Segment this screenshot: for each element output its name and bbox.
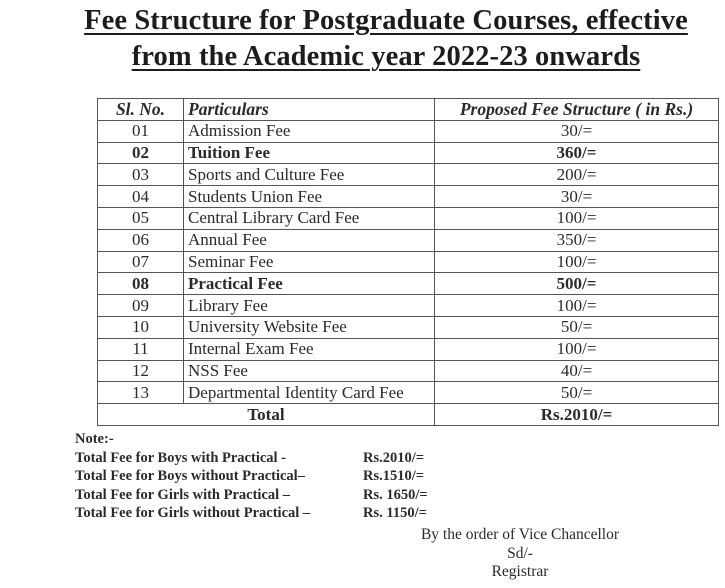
table-row [98, 229, 719, 251]
row-sl-no: 03 [98, 164, 184, 186]
table-row [98, 186, 719, 208]
row-particular: University Website Fee [184, 316, 435, 338]
title-text-2: from the Academic year 2022-23 onwards [131, 41, 641, 72]
row-sl-no: 02 [98, 142, 184, 164]
table-row [98, 382, 719, 404]
row-particular: Annual Fee [184, 229, 435, 251]
table-row [98, 207, 719, 229]
row-particular: Departmental Identity Card Fee [184, 382, 435, 404]
row-particular: Tuition Fee [184, 142, 435, 164]
signature-sd-line: Sd/- [507, 544, 533, 562]
row-particular: Seminar Fee [184, 251, 435, 273]
row-fee-amount: 100/= [435, 295, 719, 317]
document-title-line-2 [46, 40, 725, 74]
table-row [98, 273, 719, 295]
row-sl-no: 07 [98, 251, 184, 273]
row-sl-no: 13 [98, 382, 184, 404]
fee-structure-table [97, 98, 719, 426]
fee-rows [98, 120, 719, 403]
row-sl-no: 09 [98, 295, 184, 317]
row-particular: Central Library Card Fee [184, 207, 435, 229]
row-particular: Students Union Fee [184, 186, 435, 208]
row-fee-amount: 100/= [435, 207, 719, 229]
row-particular: Admission Fee [184, 120, 435, 142]
row-sl-no: 05 [98, 207, 184, 229]
row-sl-no: 10 [98, 316, 184, 338]
note-item [75, 504, 428, 523]
note-item-amount: Rs.1510/= [363, 468, 425, 484]
table-row [98, 142, 719, 164]
total-row [98, 404, 719, 426]
row-fee-amount: 350/= [435, 229, 719, 251]
row-fee-amount: 100/= [435, 251, 719, 273]
total-value: Rs.2010/= [435, 404, 719, 426]
row-sl-no: 11 [98, 338, 184, 360]
table-header-row [98, 99, 719, 121]
row-sl-no: 12 [98, 360, 184, 382]
note-item-label: Total Fee for Boys without Practical– [75, 468, 305, 484]
note-item [75, 449, 428, 468]
row-particular: Library Fee [184, 295, 435, 317]
note-item-amount: Rs. 1650/= [363, 486, 428, 503]
note-item [75, 486, 428, 505]
row-particular: Internal Exam Fee [184, 338, 435, 360]
note-items [75, 449, 428, 523]
total-label: Total [98, 404, 435, 426]
note-item-label: Total Fee for Girls without Practical – [75, 505, 311, 521]
table-row [98, 316, 719, 338]
row-fee-amount: 500/= [435, 273, 719, 295]
row-sl-no: 01 [98, 120, 184, 142]
row-fee-amount: 30/= [435, 120, 719, 142]
row-fee-amount: 30/= [435, 186, 719, 208]
row-particular: Sports and Culture Fee [184, 164, 435, 186]
table-row [98, 360, 719, 382]
document-title-line-1 [46, 4, 725, 38]
signature-registrar-line: Registrar [491, 563, 549, 580]
row-fee-amount: 40/= [435, 360, 719, 382]
note-item [75, 467, 428, 486]
table-row [98, 338, 719, 360]
row-particular: Practical Fee [184, 273, 435, 295]
note-heading: Note:- [75, 431, 114, 447]
row-sl-no: 06 [98, 229, 184, 251]
table-row [98, 295, 719, 317]
note-item-label: Total Fee for Boys with Practical - [75, 449, 287, 466]
table-row [98, 251, 719, 273]
title-text-1: Fee Structure for Postgraduate Courses, effective [84, 5, 688, 36]
table-row [98, 120, 719, 142]
note-item-amount: Rs. 1150/= [363, 505, 427, 521]
row-particular: NSS Fee [184, 360, 435, 382]
note-item-amount: Rs.2010/= [363, 449, 425, 466]
signature-block [400, 526, 640, 582]
header-proposed-fee: Proposed Fee Structure ( in Rs.) [435, 99, 719, 121]
note-section [75, 430, 428, 523]
row-fee-amount: 50/= [435, 382, 719, 404]
row-fee-amount: 200/= [435, 164, 719, 186]
row-fee-amount: 360/= [435, 142, 719, 164]
row-fee-amount: 100/= [435, 338, 719, 360]
row-sl-no: 04 [98, 186, 184, 208]
note-item-label: Total Fee for Girls with Practical – [75, 486, 291, 503]
row-fee-amount: 50/= [435, 316, 719, 338]
table-row [98, 164, 719, 186]
row-sl-no: 08 [98, 273, 184, 295]
signature-order-line: By the order of Vice Chancellor [420, 526, 620, 543]
header-sl-no: Sl. No. [98, 99, 184, 121]
header-particulars: Particulars [184, 99, 435, 121]
